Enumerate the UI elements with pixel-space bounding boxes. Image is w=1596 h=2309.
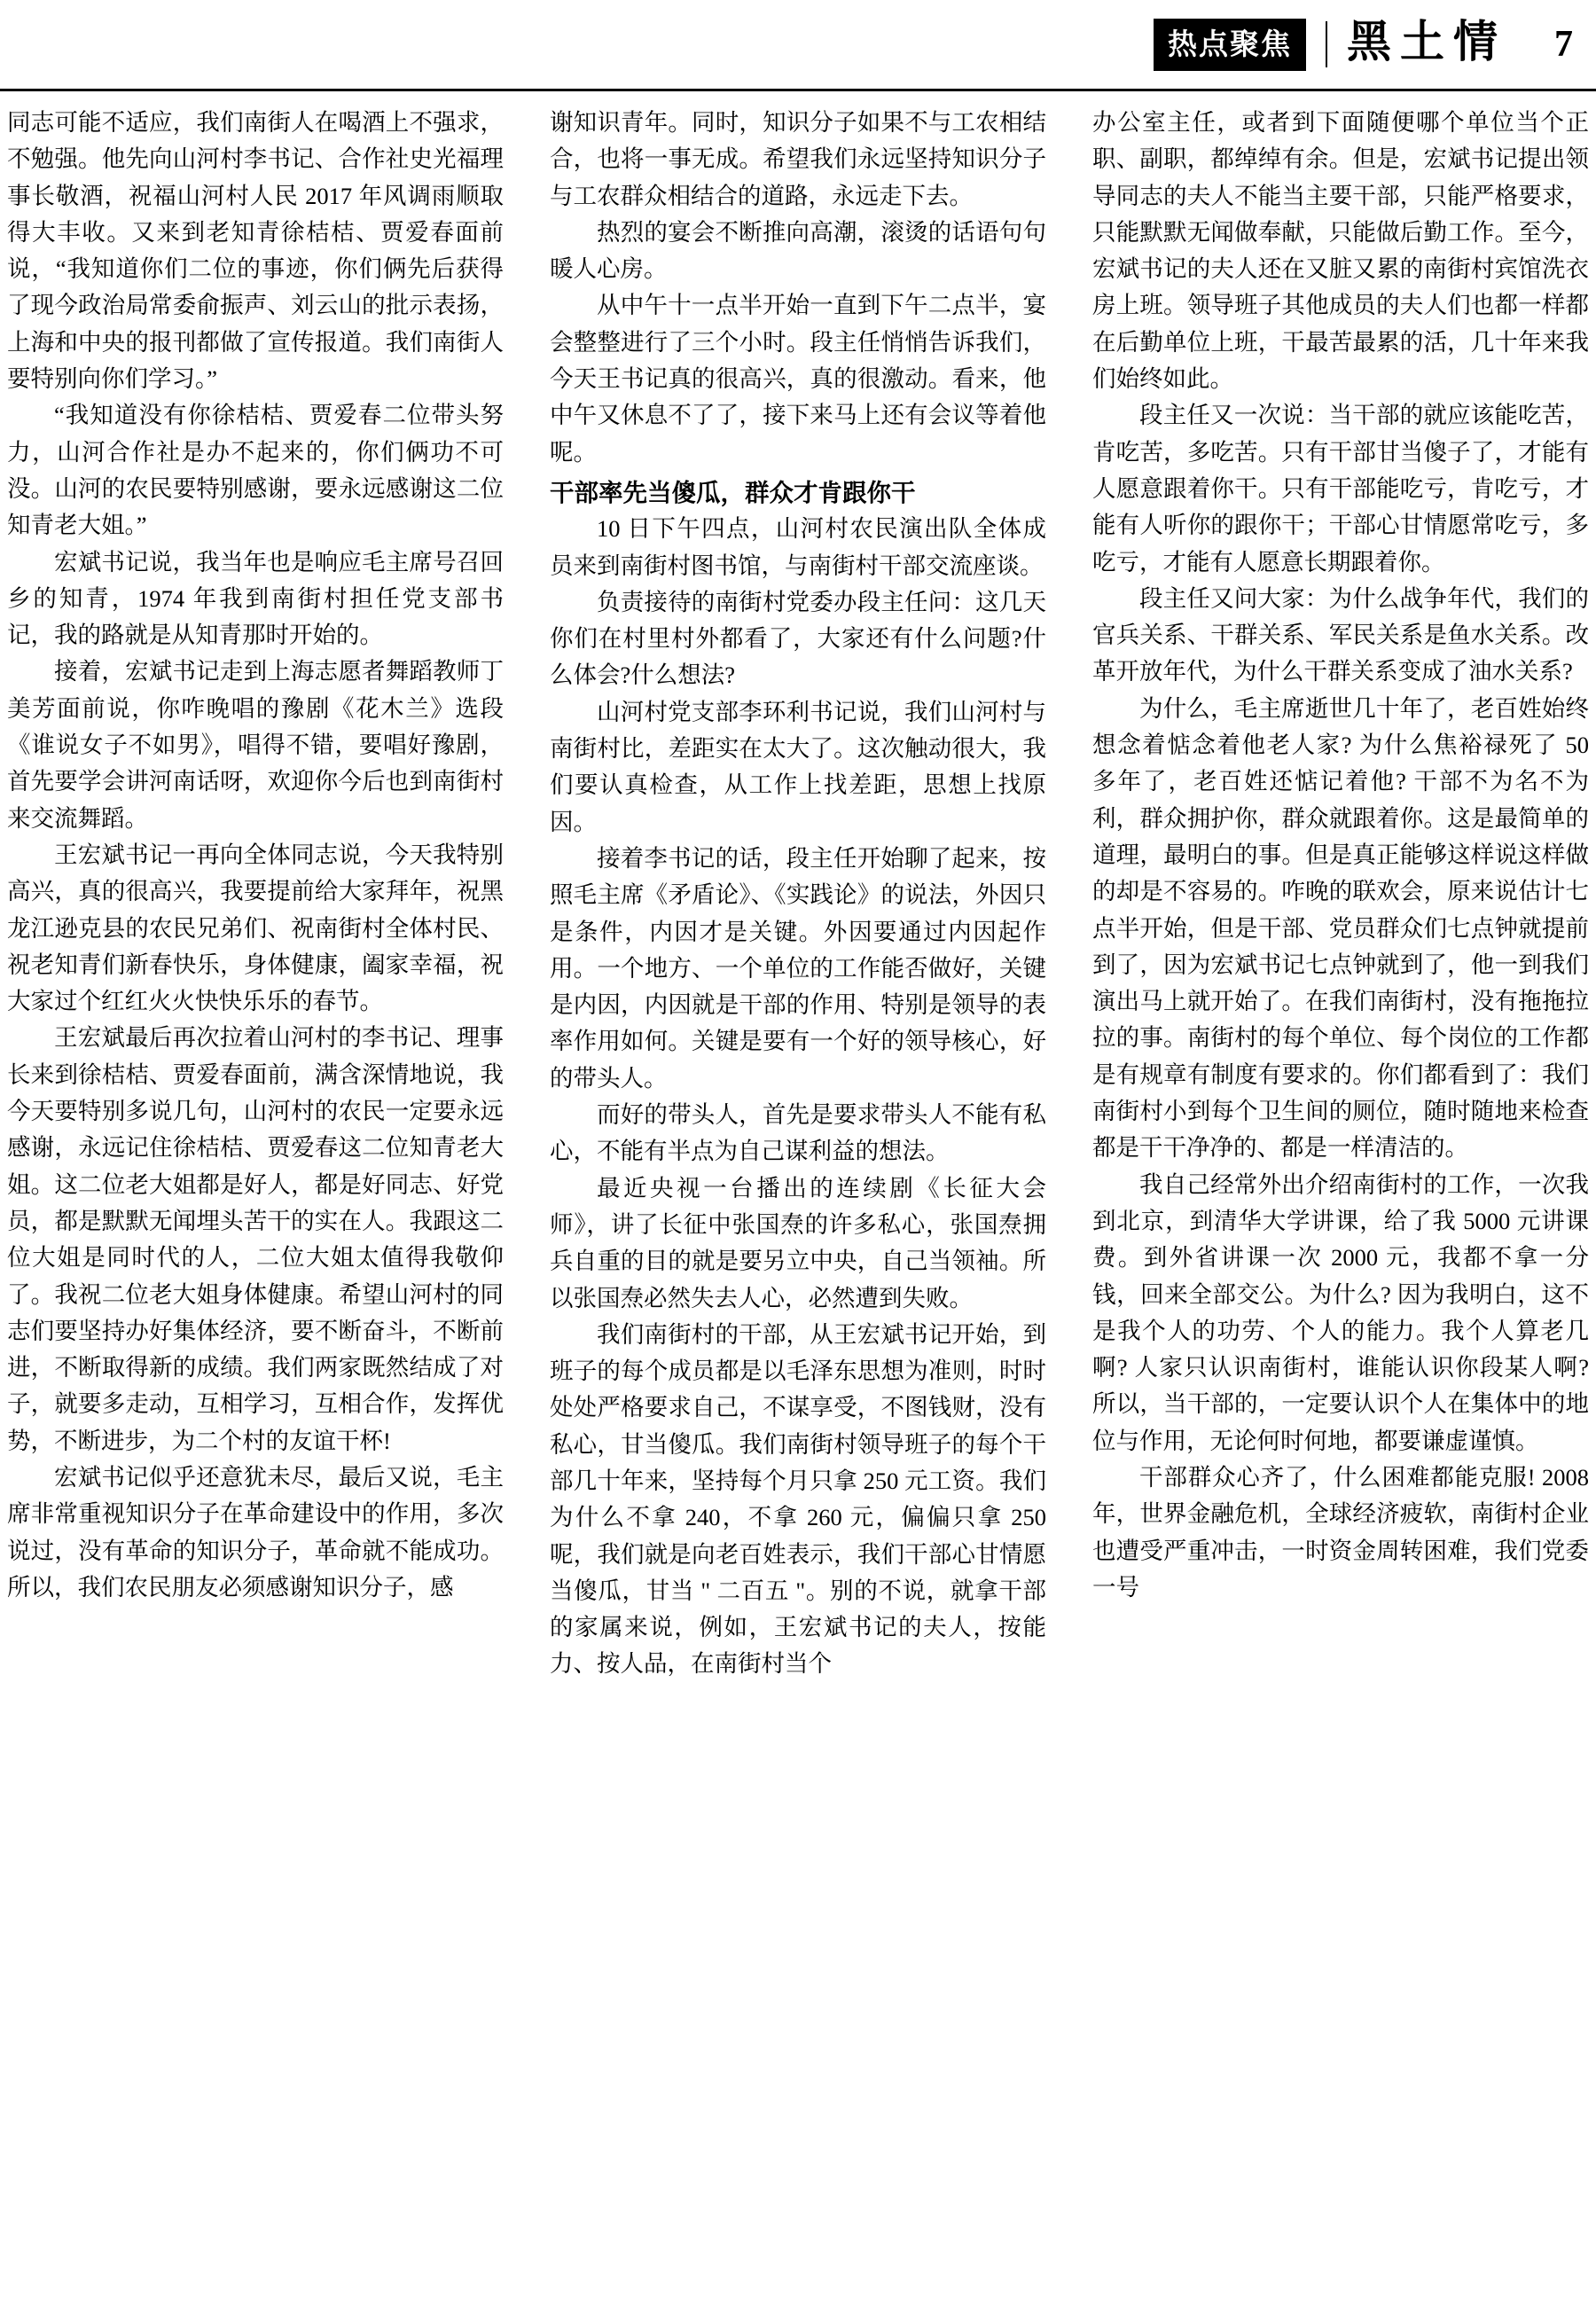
paragraph: 段主任又问大家：为什么战争年代，我们的官兵关系、干群关系、军民关系是鱼水关系。改革开放年代，为什么干群关系变成了油水关系?: [1092, 584, 1589, 685]
paragraph: 我自己经常外出介绍南街村的工作，一次我到北京，到清华大学讲课，给了我 5000 元讲课费。到外省讲课一次 2000 元，我都不拿一分钱，回来全部交公。为什么? 因为我明白，这不是我个人的功劳、个人的能力。我个人算老几啊? 人家只认识南街村，谁能认识你段某人啊? 所以，当干部的，一定要认识个人在集体中的地位与作用，无论何时何地，都要谦虚谨慎。: [1092, 1170, 1589, 1454]
paragraph: 干部群众心齐了，什么困难都能克服! 2008 年，世界金融危机，全球经济疲软，南街村企业也遭受严重冲击，一时资金周转困难，我们党委一号: [1092, 1463, 1589, 1601]
paragraph: 接着，宏斌书记走到上海志愿者舞蹈教师丁美芳面前说，你咋晚唱的豫剧《花木兰》选段《谁说女子不如男》，唱得不错，要唱好豫剧，首先要学会讲河南话呀，欢迎你今后也到南街村来交流舞蹈。: [7, 658, 504, 832]
paragraph: 接着李书记的话，段主任开始聊了起来，按照毛主席《矛盾论》、《实践论》的说法，外因只是条件，内因才是关键。外因要通过内因起作用。一个地方、一个单位的工作能否做好，关键是内因，内因就是干部的作用、特别是领导的表率作用如何。关键是要有一个好的领导核心，好的带头人。: [550, 844, 1046, 1092]
paragraph: 负责接待的南街村党委办段主任问：这几天你们在村里村外都看了，大家还有什么问题?什么体会?什么想法?: [550, 588, 1046, 689]
paragraph: “我知道没有你徐桔桔、贾爱春二位带头努力，山河合作社是办不起来的，你们俩功不可没。山河的农民要特别感谢，要永远感谢这二位知青老大姐。”: [7, 402, 504, 539]
paragraph: 谢知识青年。同时，知识分子如果不与工农相结合，也将一事无成。希望我们永远坚持知识分子与工农群众相结合的道路，永远走下去。: [550, 109, 1046, 209]
paragraph: 从中午十一点半开始一直到下午二点半，宴会整整进行了三个小时。段主任悄悄告诉我们，今天王书记真的很高兴，真的很激动。看来，他中午又休息不了了，接下来马上还有会议等着他呢。: [550, 292, 1046, 466]
paragraph: 办公室主任，或者到下面随便哪个单位当个正职、副职，都绰绰有余。但是，宏斌书记提出领导同志的夫人不能当主要干部，只能严格要求，只能默默无闻做奉献，只能做后勤工作。至今，宏斌书记的夫人还在又脏又累的南街村宾馆洗衣房上班。领导班子其他成员的夫人们也都一样都在后勤单位上班，干最苦最累的活，几十年来我们始终如此。: [1092, 109, 1589, 393]
page-header: [0, 0, 1596, 89]
paragraph: 山河村党支部李环利书记说，我们山河村与南街村比，差距实在太大了。这次触动很大，我们要认真检查，从工作上找差距，思想上找原因。: [550, 698, 1046, 835]
column-3: [1092, 105, 1589, 2309]
header-divider: [1326, 21, 1327, 67]
paragraph: 王宏斌书记一再向全体同志说，今天我特别高兴，真的很高兴，我要提前给大家拜年，祝黑龙江逊克县的农民兄弟们、祝南街村全体村民、祝老知青们新春快乐，身体健康，阖家幸福，祝大家过个红红火火快快乐乐的春节。: [7, 841, 504, 1015]
paragraph: 宏斌书记似乎还意犹未尽，最后又说，毛主席非常重视知识分子在革命建设中的作用，多次说过，没有革命的知识分子，革命就不能成功。所以，我们农民朋友必须感谢知识分子，感: [7, 1463, 504, 1601]
paragraph: 为什么，毛主席逝世几十年了，老百姓始终想念着惦念着他老人家? 为什么焦裕禄死了 50 多年了，老百姓还惦记着他? 干部不为名不为利，群众拥护你，群众就跟着你。这是最简单的道理，最明白的事。但是真正能够这样说这样做的却是不容易的。咋晚的联欢会，原来说估计七点半开始，但是干部、党员群众们七点钟就提前到了，因为宏斌书记七点钟就到了，他一到我们演出马上就开始了。在我们南街村，没有拖拖拉拉的事。南街村的每个单位、每个岗位的工作都是有规章有制度有要求的。你们都看到了：我们南街村小到每个卫生间的厕位，随时随地来检查都是干干净净的、都是一样清洁的。: [1092, 694, 1589, 1162]
column-1: [7, 105, 504, 2309]
paragraph: 而好的带头人，首先是要求带头人不能有私心，不能有半点为自己谋利益的想法。: [550, 1101, 1046, 1165]
section-badge: 热点聚焦: [1154, 19, 1306, 71]
column-2: [550, 105, 1046, 2309]
paragraph: 我们南街村的干部，从王宏斌书记开始，到班子的每个成员都是以毛泽东思想为准则，时时处处严格要求自己，不谋享受，不图钱财，没有私心，甘当傻瓜。我们南街村领导班子的每个干部几十年来，坚持每个月只拿 250 元工资。我们为什么不拿 240，不拿 260 元，偏偏只拿 250 呢，我们就是向老百姓表示，我们干部心甘情愿当傻瓜，甘当 " 二百五 "。别的不说，就拿干部的家属来说，例如，王宏斌书记的夫人，按能力、按人品，在南街村当个: [550, 1320, 1046, 1678]
paragraph: 同志可能不适应，我们南街人在喝酒上不强求，不勉强。他先向山河村李书记、合作社史光福理事长敬酒，祝福山河村人民 2017 年风调雨顺取得大丰收。又来到老知青徐桔桔、贾爱春面前说，“我知道你们二位的事迹，你们俩先后获得了现今政治局常委俞振声、刘云山的批示表扬，上海和中央的报刊都做了宣传报道。我们南街人要特别向你们学习。”: [7, 109, 504, 393]
page-number: 7: [1554, 24, 1573, 65]
paragraph: 热烈的宴会不断推向高潮，滚烫的话语句句暖人心房。: [550, 218, 1046, 283]
paragraph: 最近央视一台播出的连续剧《长征大会师》，讲了长征中张国焘的许多私心，张国焘拥兵自重的目的就是要另立中央，自己当领袖。所以张国焘必然失去人心，必然遭到失败。: [550, 1174, 1046, 1311]
header-horizontal-rule: [0, 89, 1596, 91]
article-body: [0, 105, 1596, 2309]
paragraph: 10 日下午四点，山河村农民演出队全体成员来到南街村图书馆，与南街村干部交流座谈。: [550, 515, 1046, 579]
paragraph: 段主任又一次说：当干部的就应该能吃苦，肯吃苦，多吃苦。只有干部甘当傻子了，才能有人愿意跟着你干。只有干部能吃亏，肯吃亏，才能有人听你的跟你干；干部心甘情愿常吃亏，多吃亏，才能有人愿意长期跟着你。: [1092, 402, 1589, 575]
publication-logo: 黑土情: [1347, 17, 1506, 67]
section-subheading: 干部率先当傻瓜，群众才肯跟你干: [550, 478, 916, 506]
paragraph: 王宏斌最后再次拉着山河村的李书记、理事长来到徐桔桔、贾爱春面前，满含深情地说，我今天要特别多说几句，山河村的农民一定要永远感谢，永远记住徐桔桔、贾爱春这二位知青老大姐。这二位老大姐都是好人，都是好同志、好党员，都是默默无闻埋头苦干的实在人。我跟这二位大姐是同时代的人，二位大姐太值得我敬仰了。我祝二位老大姐身体健康。希望山河村的同志们要坚持办好集体经济，要不断奋斗，不断前进，不断取得新的成绩。我们两家既然结成了对子，就要多走动，互相学习，互相合作，发挥优势，不断进步，为二个村的友谊干杯!: [7, 1024, 504, 1454]
paragraph: 宏斌书记说，我当年也是响应毛主席号召回乡的知青，1974 年我到南街村担任党支部书记，我的路就是从知青那时开始的。: [7, 548, 504, 649]
